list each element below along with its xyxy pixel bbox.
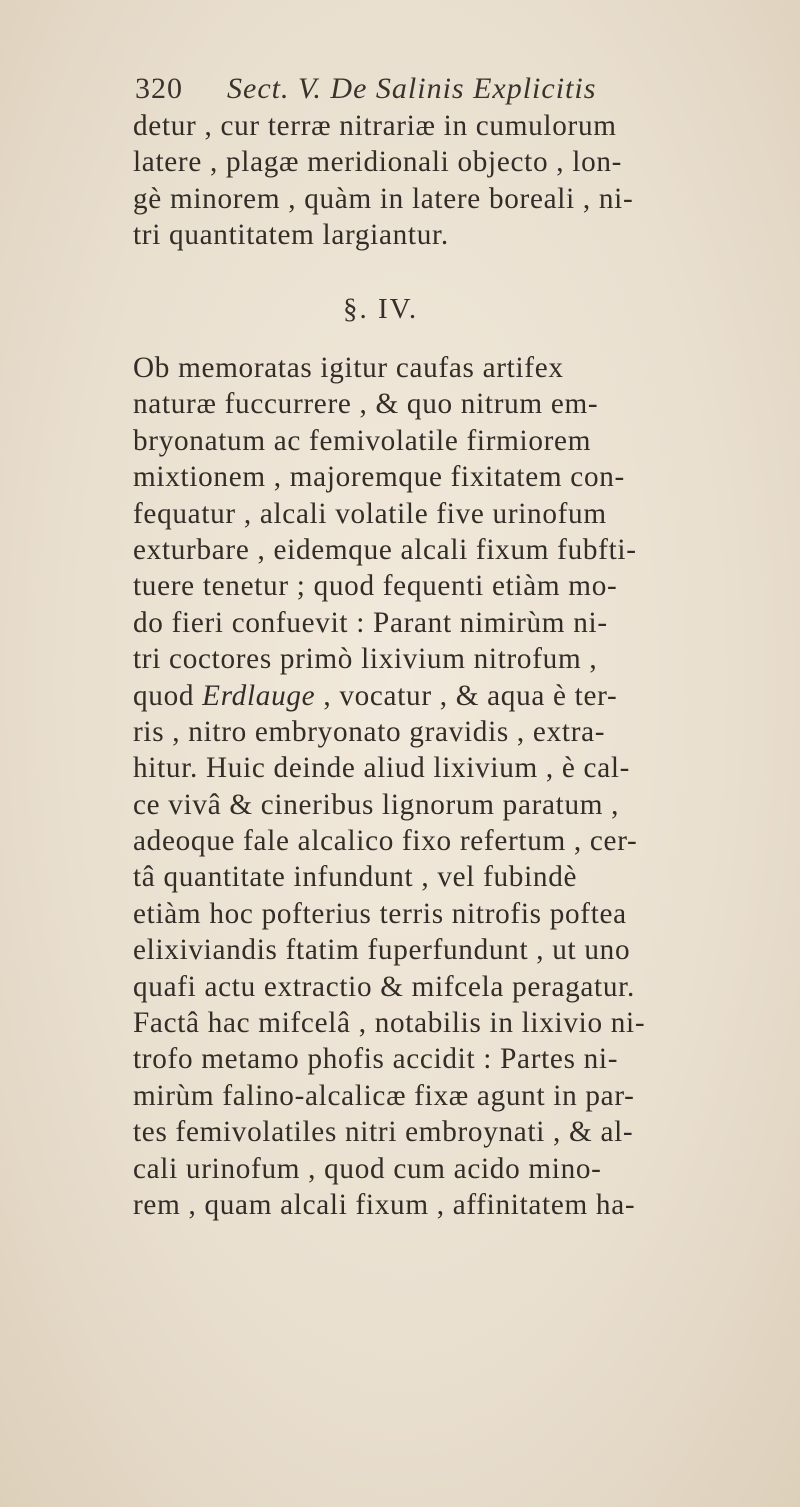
- text-line: tâ quantitate infundunt , vel fubindè: [133, 861, 578, 894]
- text-line: gè minorem , quàm in latere boreali , ni-: [133, 182, 634, 215]
- text-line: fequatur , alcali volatile five urinofum: [133, 497, 607, 530]
- text-line: naturæ fuccurrere , & quo nitrum em-: [133, 388, 599, 421]
- text-line: do fieri confuevit : Parant nimirùm ni-: [133, 606, 608, 639]
- text-line: detur , cur terræ nitrariæ in cumulorum: [133, 110, 617, 142]
- text-line: Factâ hac mifcelâ , notabilis in lixivio ni-: [133, 1007, 646, 1040]
- text-line: bryonatum ac femivolatile firmiorem: [133, 424, 592, 457]
- text-line: trofo metamo phofis accidit : Partes ni-: [133, 1043, 619, 1076]
- text-line: mirùm falino-alcalicæ fixæ agunt in par-: [133, 1079, 635, 1112]
- text-line: hitur. Huic deinde aliud lixivium , è cal-: [133, 752, 631, 785]
- italic-term: Erdlauge: [202, 679, 316, 712]
- continuation-text: [133, 108, 763, 254]
- text-line: rem , quam alcali fixum , affinitatem ha-: [133, 1188, 636, 1221]
- text-line: adeoque fale alcalico fixo refertum , cer-: [133, 825, 638, 858]
- page-number: 320: [135, 72, 183, 105]
- running-header: [135, 72, 695, 112]
- text-line: ce vivâ & cineribus lignorum paratum ,: [133, 788, 620, 821]
- text-line: latere , plagæ meridionali objecto , lon-: [133, 146, 623, 179]
- text-line: exturbare , eidemque alcali fixum fubfti-: [133, 533, 637, 566]
- text-line: elixiviandis ftatim fuperfundunt , ut uno: [133, 934, 631, 967]
- text-line: ris , nitro embryonato gravidis , extra-: [133, 715, 606, 748]
- text-line: quod Erdlauge , vocatur , & aqua è ter-: [133, 679, 618, 712]
- running-title: Sect. V. De Salinis Explicitis: [227, 72, 597, 105]
- section-heading: §. IV.: [343, 293, 419, 325]
- section-paragraph: [133, 350, 763, 1223]
- text-line: Ob memoratas igitur caufas artifex: [133, 352, 564, 384]
- text-line: cali urinofum , quod cum acido mino-: [133, 1152, 602, 1185]
- text-line: tri quantitatem largiantur.: [133, 219, 449, 252]
- text-line: mixtionem , majoremque fixitatem con-: [133, 461, 625, 494]
- text-line: etiàm hoc pofterius terris nitrofis poftea: [133, 897, 627, 930]
- text-line: quafi actu extractio & mifcela peragatur.: [133, 970, 635, 1003]
- text-line: tes femivolatiles nitri embroynati , & al-: [133, 1116, 634, 1149]
- text-line: tuere tenetur ; quod fequenti etiàm mo-: [133, 570, 618, 603]
- text-line: tri coctores primò lixivium nitrofum ,: [133, 643, 598, 676]
